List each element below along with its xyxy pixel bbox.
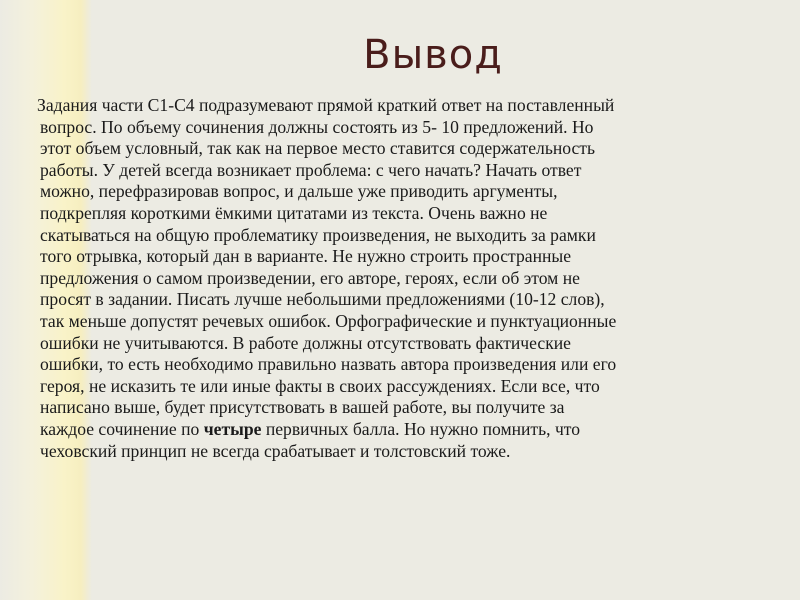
body-line: чеховский принцип не всегда срабатывает и толстовский тоже. — [40, 440, 511, 461]
body-line: Задания части С1-С4 подразумевают прямой краткий ответ на поставленный — [37, 95, 615, 115]
body-line: подкрепляя короткими ёмкими цитатами из текста. Очень важно не — [40, 202, 548, 223]
body-line: предложения о самом произведении, его авторе, героях, если об этом не — [40, 267, 580, 288]
body-line: работы. У детей всегда возникает проблема: с чего начать? Начать ответ — [40, 159, 582, 180]
body-line: этот объем условный, так как на первое место ставится содержательность — [40, 138, 596, 159]
body-line: просят в задании. Писать лучше небольшими предложениями (10-12 слов), — [40, 289, 605, 310]
body-line: того отрывка, который дан в варианте. Не нужно строить пространные — [40, 246, 572, 267]
body-line: вопрос. По объему сочинения должны состоять из 5- 10 предложений. Но — [40, 116, 594, 137]
body-line: ошибки не учитываются. В работе должны отсутствовать фактические — [40, 332, 571, 353]
slide-body — [37, 95, 782, 462]
body-line: скатываться на общую проблематику произведения, не выходить за рамки — [40, 224, 596, 245]
body-line: героя, не исказить те или иные факты в своих рассуждениях. Если все, что — [40, 375, 600, 396]
slide-title: Вывод — [363, 32, 503, 78]
body-text-segment: первичных балла. Но нужно помнить, что — [261, 418, 581, 439]
body-line: можно, перефразировав вопрос, и дальше уже приводить аргументы, — [40, 181, 558, 202]
body-line: ошибки, то есть необходимо правильно назвать автора произведения или его — [40, 354, 617, 375]
bold-word: четыре — [203, 418, 262, 439]
body-line: написано выше, будет присутствовать в вашей работе, вы получите за — [40, 397, 565, 418]
body-text-segment: каждое сочинение по — [40, 418, 204, 439]
body-line: так меньше допустят речевых ошибок. Орфографические и пунктуационные — [40, 310, 617, 331]
body-line — [37, 419, 782, 441]
